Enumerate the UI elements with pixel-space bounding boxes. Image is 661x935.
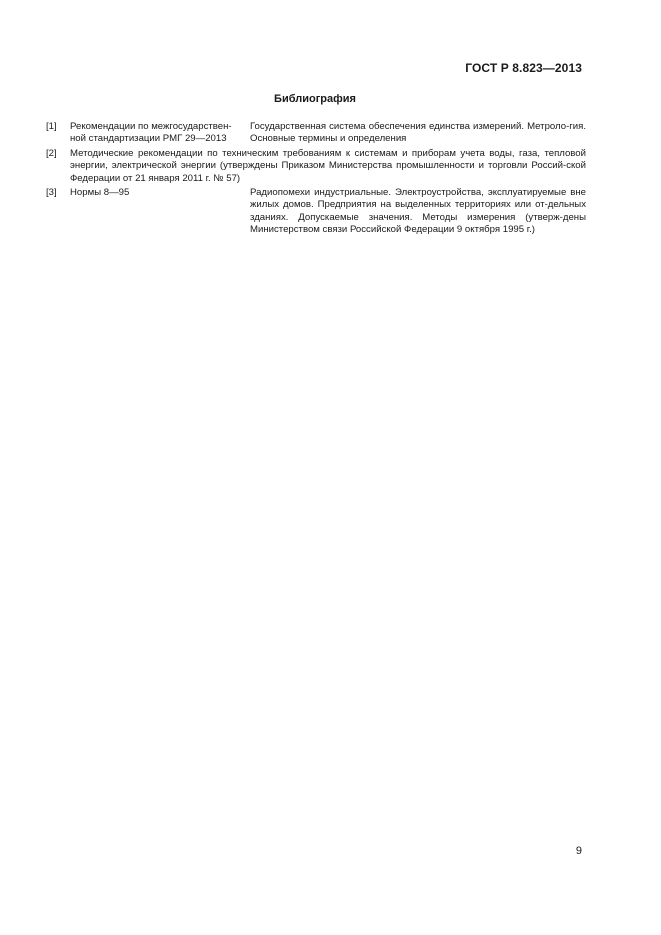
document-code: ГОСТ Р 8.823—2013 [465,61,582,75]
entry-text: Методические рекомендации по техническим требованиям к системам и приборам учета воды, газа, тепловой энергии, электрической энергии (утверждены Приказом Министерства промышленности и торговли Россий-ской Федерации от 21 января 2011 г. № 57) [70,147,586,184]
entry-title: Радиопомехи индустриальные. Электроустройства, эксплуатируемые вне жилых домов. Предприятия на выделенных территориях или от-дельных зданиях. Допускаемые значения. Методы измерения (утверж-дены Министерством связи Российской Федерации 9 октября 1995 г.) [250,187,586,236]
section-title: Библиография [274,93,356,105]
entry-number: [2] [46,147,57,159]
entry-number: [1] [46,121,57,132]
bibliography-entry [46,121,586,146]
entry-reference: Нормы 8—95 [70,187,130,199]
entry-number: [3] [46,187,57,199]
entry-title: Государственная система обеспечения единства измерений. Метроло-гия. Основные термины и определения [250,121,586,145]
bibliography-list [46,121,586,239]
bibliography-entry [46,187,586,237]
bibliography-entry [46,148,586,185]
page-number: 9 [575,845,582,857]
entry-reference: Рекомендации по межгосударствен-ной стандартизации РМГ 29—2013 [70,121,232,145]
